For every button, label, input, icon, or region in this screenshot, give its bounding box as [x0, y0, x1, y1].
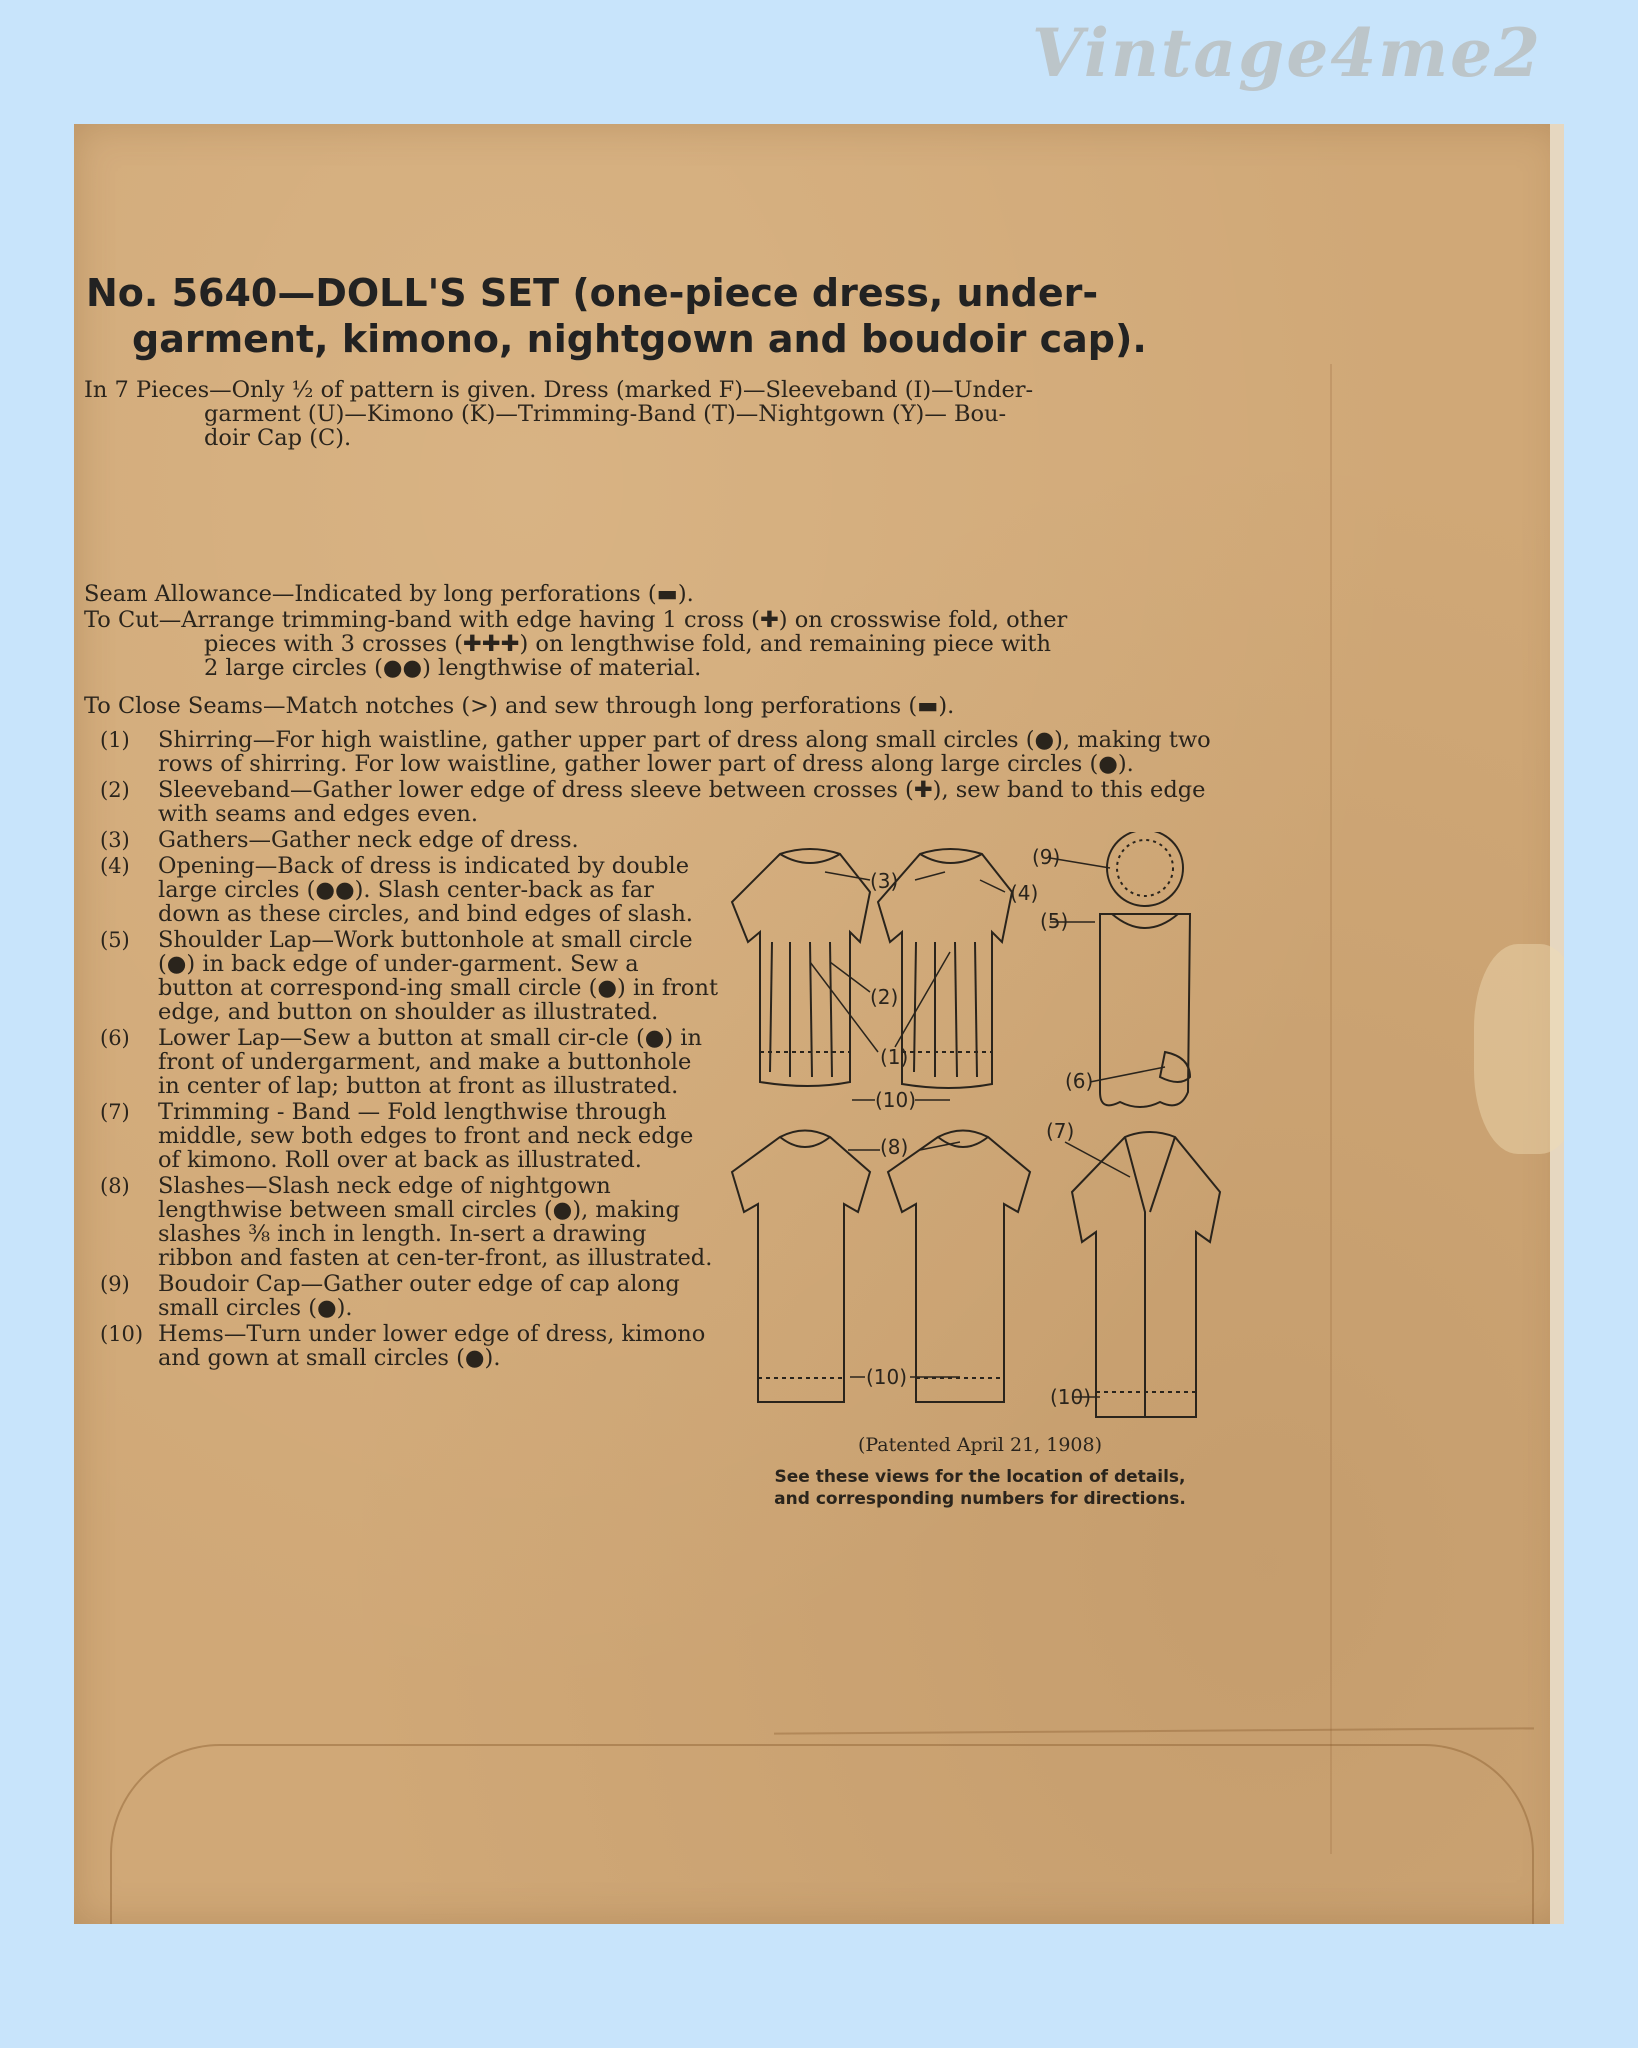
nightgown-front-drawing: [732, 1131, 870, 1403]
item-text: Trimming - Band — Fold lengthwise through middle, sew both edges to front and neck edge of kimono. Roll over at back as illustrated.: [158, 1099, 694, 1173]
figure-label: (3): [870, 869, 899, 893]
item-text: Shirring—For high waistline, gather upper part of dress along small circles (●), making two rows of shirring. For low waistline, gather lower part of dress along large circles (●).: [158, 727, 1211, 777]
item-text: Lower Lap—Sew a button at small cir-cle (●) in front of undergarment, and make a buttonhole in center of lap; button at front as illustrated.: [158, 1025, 702, 1099]
cut-line-2: pieces with 3 crosses (✚✚✚) on lengthwise fold, and remaining piece with: [204, 631, 1051, 657]
item-text: Hems—Turn under lower edge of dress, kimono and gown at small circles (●).: [158, 1321, 706, 1371]
item-text: Opening—Back of dress is indicated by double large circles (●●). Slash center-back as far down as these circles, and bind edges of slash.: [158, 853, 693, 927]
item-number: (6): [100, 1026, 130, 1050]
nightgown-back-drawing: [888, 1131, 1030, 1403]
pieces-line-1: In 7 Pieces—Only ½ of pattern is given. Dress (marked F)—Sleeveband (I)—Under-: [84, 377, 1034, 403]
figure-label: (10): [866, 1365, 908, 1389]
dress-front-drawing: [732, 849, 870, 1086]
item-number: (9): [100, 1272, 130, 1296]
list-item: [100, 777, 1206, 827]
leader-lines: [810, 858, 1165, 1397]
pieces-paragraph: [84, 378, 1244, 450]
list-item: [100, 1100, 720, 1172]
list-item: [100, 854, 720, 926]
pattern-title: [86, 270, 1246, 362]
cut-line-3: 2 large circles (●●) lengthwise of material.: [204, 655, 702, 681]
pieces-line-2: garment (U)—Kimono (K)—Trimming-Band (T)—Nightgown (Y)— Bou-: [204, 401, 1007, 427]
item-number: (7): [100, 1100, 130, 1124]
item-number: (4): [100, 854, 130, 878]
figure-label: (9): [1032, 845, 1061, 869]
figure-label: (4): [1010, 881, 1039, 905]
item-number: (8): [100, 1174, 130, 1198]
close-seams: To Close Seams—Match notches (>) and sew through long perforations (▬).: [84, 693, 955, 719]
kimono-drawing: [1072, 1132, 1220, 1417]
title-line-1: No. 5640—DOLL'S SET (one-piece dress, under-: [86, 271, 1099, 315]
list-item: [100, 928, 720, 1024]
view-instructions: [720, 1466, 1240, 1510]
item-text: Sleeveband—Gather lower edge of dress sleeve between crosses (✚), sew band to this edge with seams and edges even.: [158, 777, 1206, 827]
seam-allowance: Seam Allowance—Indicated by long perforations (▬).: [84, 581, 694, 607]
item-number: (1): [100, 728, 130, 752]
figure-labels: [866, 845, 1093, 1409]
figure-label: (7): [1046, 1119, 1075, 1143]
list-item: [100, 1272, 720, 1320]
directions-list: [100, 727, 1211, 1372]
to-cut-paragraph: [84, 608, 1244, 680]
item-text: Gathers—Gather neck edge of dress.: [158, 827, 579, 853]
list-item: [100, 1322, 720, 1370]
item-number: (3): [100, 828, 130, 852]
list-item: [100, 1026, 720, 1098]
figure-label: (8): [880, 1135, 909, 1159]
item-text: Slashes—Slash neck edge of nightgown lengthwise between small circles (●), making slashes ⅜ inch in length. In-sert a drawing ribbon and fasten at cen-ter-front, as illustrated.: [158, 1173, 713, 1271]
item-text: Boudoir Cap—Gather outer edge of cap along small circles (●).: [158, 1271, 680, 1321]
figure-label: (1): [880, 1045, 909, 1069]
garment-illustration: [720, 832, 1240, 1422]
figure-label: (6): [1065, 1069, 1094, 1093]
patent-caption: (Patented April 21, 1908): [857, 1434, 1103, 1456]
item-number: (2): [100, 778, 130, 802]
figure-label: (10): [875, 1088, 917, 1112]
title-line-2: garment, kimono, nightgown and boudoir cap).: [132, 317, 1147, 361]
envelope-seam: [774, 1727, 1534, 1734]
item-text: Shoulder Lap—Work buttonhole at small circle (●) in back edge of under-garment. Sew a button at correspond-ing small circle (●) in front edge, and button on shoulder as illustrated.: [158, 927, 718, 1025]
boudoir-cap-drawing: [1107, 832, 1183, 906]
figure-label: (10): [1050, 1385, 1092, 1409]
view-instructions-line-2: and corresponding numbers for directions.: [774, 1489, 1186, 1509]
list-item: [100, 727, 1211, 777]
fold-line: [1330, 364, 1332, 1854]
paper-stain: [1474, 944, 1564, 1154]
figure-label: (2): [870, 985, 899, 1009]
item-number: (10): [100, 1322, 144, 1346]
watermark-logo: Vintage4me2: [1031, 14, 1542, 92]
item-number: (5): [100, 928, 130, 952]
figure-label: (5): [1040, 909, 1069, 933]
list-item: [100, 828, 720, 852]
view-instructions-line-1: See these views for the location of details,: [774, 1467, 1186, 1487]
list-item: [100, 1174, 720, 1270]
cut-line-1: To Cut—Arrange trimming-band with edge having 1 cross (✚) on crosswise fold, other: [84, 607, 1068, 633]
envelope-flap: [110, 1744, 1534, 1924]
pieces-line-3: doir Cap (C).: [204, 425, 352, 451]
